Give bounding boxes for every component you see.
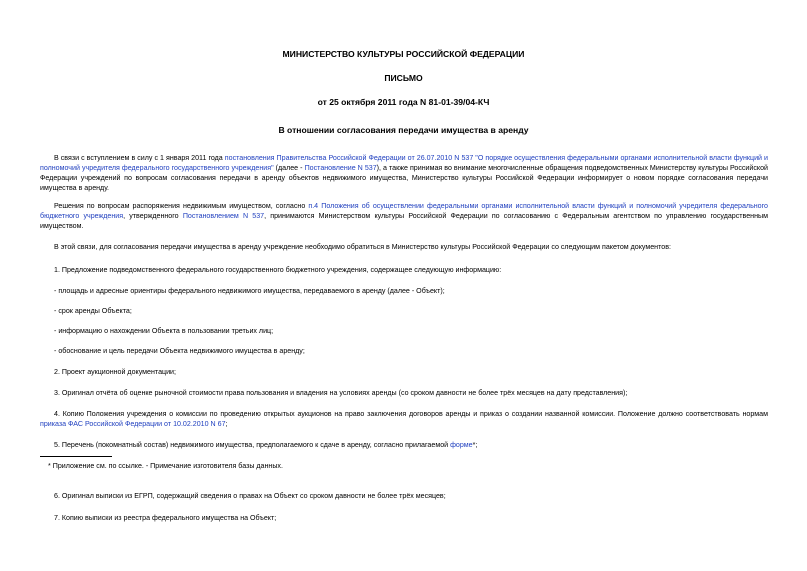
text: 5. Перечень (покомнатный состав) недвижимого имущества, предполагаемого к сдаче в аренду, согласно прилагаемой	[54, 441, 451, 449]
text: (далее -	[273, 164, 305, 173]
list-item-7: 7. Копию выписки из реестра федерального имущества на Объект;	[54, 514, 277, 522]
link-form[interactable]: форме	[450, 441, 473, 449]
text: В связи с вступлением в силу с 1 января 2011 года	[54, 154, 225, 162]
text: , принимаются Министерством культуры Российской Федерации по согласованию с Федеральным агентством по управлению государственным имуществом.	[40, 212, 768, 231]
list-item-6: 6. Оригинал выписки из ЕГРП, содержащий сведения о правах на Объект со сроком давности не более трёх месяцев;	[54, 492, 446, 500]
ministry-title: МИНИСТЕРСТВО КУЛЬТУРЫ РОССИЙСКОЙ ФЕДЕРАЦИИ	[282, 49, 525, 59]
paragraph-documents-package: В этой связи, для согласования передачи имущества в аренду учреждение необходимо обратиться в Министерство культуры Российской Федерации со следующим пакетом документов:	[54, 243, 671, 251]
footnote-divider	[40, 456, 112, 457]
link-resolution-537[interactable]: постановления Правительства Российской Федерации от 26.07.2010 N 537 "О порядке осуществления федеральными органами исполнительной власти функций и полномочий учредителя федерального государственного учреждения"	[40, 154, 769, 173]
footnote: * Приложение см. по ссылке. - Примечание изготовителя базы данных.	[48, 462, 283, 470]
text: 4. Копию Положения учреждения о комиссии по проведению открытых аукционов на право заключения договоров аренды и приказ о создании названной комиссии. Положение должно соответствовать нормам	[54, 410, 768, 418]
list-item-term: - срок аренды Объекта;	[54, 307, 132, 315]
text: , утвержденного	[123, 212, 183, 221]
document-type: ПИСЬМО	[384, 73, 423, 83]
link-regulation-p4[interactable]: п.4 Положения об осуществлении федеральными органами исполнительной власти функций и полномочий учредителя федерального бюджетного учреждения	[40, 202, 768, 221]
text: ), а также принимая во внимание многочисленные обращения подведомственных Министерству культуры Российской Федерации учреждений по вопросам согласования передачи в аренду объектов недвижимого имущества, Министерство культуры Российской Федерации информирует о новом порядке согласования передачи имущества в аренду.	[40, 164, 768, 193]
list-item-justification: - обоснование и цель передачи Объекта недвижимого имущества в аренду;	[54, 347, 305, 355]
text: ;	[225, 420, 228, 429]
link-resolution-537-short[interactable]: Постановление N 537	[304, 164, 377, 173]
list-item-4	[40, 409, 768, 429]
list-item-1: 1. Предложение подведомственного федерального государственного бюджетного учреждения, содержащее следующую информацию:	[54, 266, 502, 274]
list-item-area: - площадь и адресные ориентиры федерального недвижимого имущества, передаваемого в аренду (далее - Объект);	[54, 287, 445, 295]
text: *;	[472, 441, 478, 449]
list-item-2: 2. Проект аукционной документации;	[54, 368, 176, 376]
list-item-third-parties: - информацию о нахождении Объекта в пользовании третьих лиц;	[54, 327, 274, 335]
document-subject: В отношении согласования передачи имущества в аренду	[278, 125, 529, 135]
link-resolution-537-approved[interactable]: Постановлением N 537	[182, 212, 265, 221]
list-item-3: 3. Оригинал отчёта об оценке рыночной стоимости права пользования и владения на условиях аренды (со сроком давности не более трёх месяцев на дату представления);	[54, 389, 628, 397]
text: Решения по вопросам распоряжения недвижимым имуществом, согласно	[54, 202, 309, 210]
paragraph-decisions	[40, 201, 768, 231]
paragraph-intro	[40, 153, 768, 193]
list-item-5	[40, 440, 768, 450]
document-date-number: от 25 октября 2011 года N 81-01-39/04-КЧ	[317, 97, 490, 107]
link-fas-order-67[interactable]: приказа ФАС Российской Федерации от 10.02.2010 N 67	[40, 420, 226, 429]
